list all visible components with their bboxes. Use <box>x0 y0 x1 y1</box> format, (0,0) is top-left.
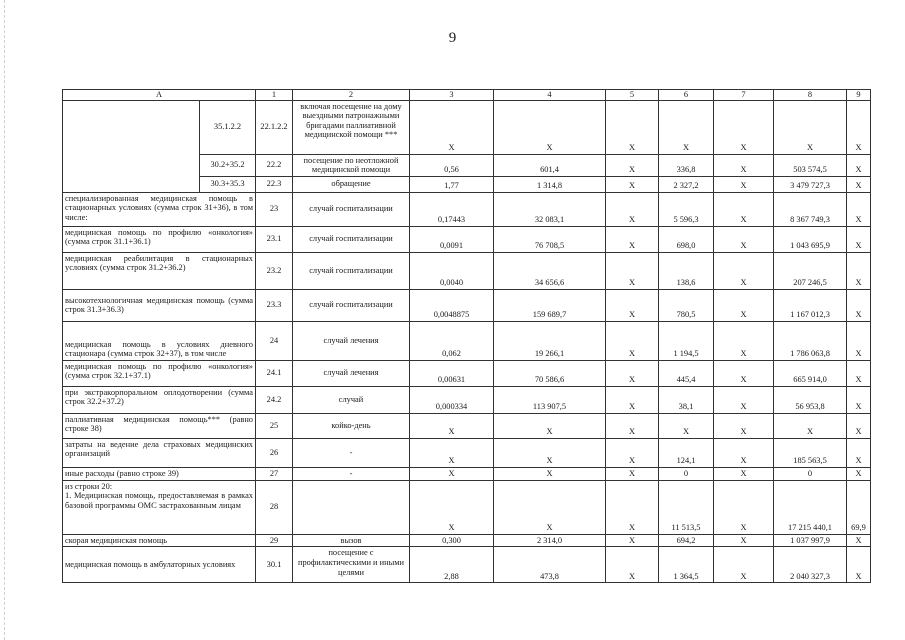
header-cell: 9 <box>847 90 871 101</box>
cell-col4: Х <box>494 480 606 534</box>
header-cell: 4 <box>494 90 606 101</box>
table-row <box>63 467 871 480</box>
cell-col9: Х <box>847 360 871 386</box>
cell-col3: 0,56 <box>410 154 494 176</box>
row-number: 23.3 <box>256 289 293 321</box>
table-row <box>63 360 871 386</box>
cell-col7: Х <box>714 386 774 413</box>
table-row <box>63 480 871 534</box>
table-row <box>63 100 871 154</box>
row-label: специализированная медицинская помощь в стационарных условиях (сумма строк 31+36), в том числе: <box>63 192 256 226</box>
cell-col9: Х <box>847 154 871 176</box>
cell-col3: 0,00631 <box>410 360 494 386</box>
cell-col5: Х <box>606 176 659 192</box>
row-number: 28 <box>256 480 293 534</box>
table-row <box>63 413 871 438</box>
cell-col6: 124,1 <box>659 438 714 467</box>
cell-col8: 1 043 695,9 <box>774 226 847 252</box>
cell-col7: Х <box>714 413 774 438</box>
header-cell: 8 <box>774 90 847 101</box>
cell-col8: 56 953,8 <box>774 386 847 413</box>
cell-col7: Х <box>714 192 774 226</box>
cell-col6: 0 <box>659 467 714 480</box>
cell-col3: Х <box>410 413 494 438</box>
row-label: медицинская помощь в условиях дневного стационара (сумма строк 32+37), в том числе <box>63 321 256 360</box>
table-row <box>63 386 871 413</box>
cell-col7: Х <box>714 176 774 192</box>
cell-col8: 665 914,0 <box>774 360 847 386</box>
cell-col3: 1,77 <box>410 176 494 192</box>
cell-col9: Х <box>847 252 871 289</box>
cell-col8: 3 479 727,3 <box>774 176 847 192</box>
row-label: затраты на ведение дела страховых медицинских организаций <box>63 438 256 467</box>
cell-col4: 76 708,5 <box>494 226 606 252</box>
cell-col4: 113 907,5 <box>494 386 606 413</box>
cell-col4: Х <box>494 467 606 480</box>
cell-col3: Х <box>410 438 494 467</box>
cell-col8: 17 215 440,1 <box>774 480 847 534</box>
cell-col3: Х <box>410 467 494 480</box>
cell-col5: Х <box>606 467 659 480</box>
table-row <box>63 252 871 289</box>
cell-col4: 32 083,1 <box>494 192 606 226</box>
row-unit: обращение <box>293 176 410 192</box>
header-cell: 3 <box>410 90 494 101</box>
cell-col3: 0,300 <box>410 534 494 547</box>
table-row <box>63 192 871 226</box>
table-row <box>63 547 871 583</box>
row-label: медицинская помощь по профилю «онкология» (сумма строк 31.1+36.1) <box>63 226 256 252</box>
cell-col3: 0,0048875 <box>410 289 494 321</box>
row-number: 23 <box>256 192 293 226</box>
row-unit: случай <box>293 386 410 413</box>
row-unit: случай госпитализации <box>293 226 410 252</box>
cell-col4: 1 314,8 <box>494 176 606 192</box>
cell-col5: Х <box>606 321 659 360</box>
row-unit: койко-день <box>293 413 410 438</box>
cell-col5: Х <box>606 289 659 321</box>
cell-col8: 2 040 327,3 <box>774 547 847 583</box>
cell-col4: Х <box>494 438 606 467</box>
cell-col6: 1 364,5 <box>659 547 714 583</box>
cell-col3: 0,0040 <box>410 252 494 289</box>
cell-col5: Х <box>606 192 659 226</box>
header-cell: 7 <box>714 90 774 101</box>
cell-col9: Х <box>847 534 871 547</box>
cell-col4: 2 314,0 <box>494 534 606 547</box>
cell-col5: Х <box>606 547 659 583</box>
cell-col5: Х <box>606 480 659 534</box>
cell-col5: Х <box>606 154 659 176</box>
cell-col7: Х <box>714 226 774 252</box>
page-number: 9 <box>448 30 457 46</box>
row-unit: случай госпитализации <box>293 289 410 321</box>
row-number: 27 <box>256 467 293 480</box>
row-unit: посещение с профилактическими и иными целями <box>293 547 410 583</box>
cell-col8: Х <box>774 413 847 438</box>
header-row <box>63 90 871 101</box>
cell-col5: Х <box>606 226 659 252</box>
cell-col9: 69,9 <box>847 480 871 534</box>
cell-col3: Х <box>410 100 494 154</box>
cell-col6: 780,5 <box>659 289 714 321</box>
cell-col3: 2,88 <box>410 547 494 583</box>
row-label: медицинская реабилитация в стационарных условиях (сумма строк 31.2+36.2) <box>63 252 256 289</box>
cell-col8: 185 563,5 <box>774 438 847 467</box>
row-unit: - <box>293 438 410 467</box>
cell-col6: 1 194,5 <box>659 321 714 360</box>
row-number: 24.1 <box>256 360 293 386</box>
cell-col7: Х <box>714 534 774 547</box>
cell-col5: Х <box>606 386 659 413</box>
cell-col6: 698,0 <box>659 226 714 252</box>
cell-col4: 19 266,1 <box>494 321 606 360</box>
cell-col6: 138,6 <box>659 252 714 289</box>
row-label-line: из строки 20: <box>65 481 113 491</box>
cell-col4: 159 689,7 <box>494 289 606 321</box>
cell-col4: Х <box>494 413 606 438</box>
cell-col7: Х <box>714 480 774 534</box>
row-number: 24 <box>256 321 293 360</box>
row-number: 24.2 <box>256 386 293 413</box>
table-row <box>63 438 871 467</box>
table-row <box>63 289 871 321</box>
row-code: 30.2+35.2 <box>200 154 256 176</box>
row-unit: посещение по неотложной медицинской помощи <box>293 154 410 176</box>
cell-col6: 445,4 <box>659 360 714 386</box>
row-label: паллиативная медицинская помощь*** (равно строке 38) <box>63 413 256 438</box>
row-unit: включая посещение на дому выездными патронажными бригадами паллиативной медицинской помощи *** <box>293 100 410 154</box>
cell-col6: 38,1 <box>659 386 714 413</box>
cell-col3: Х <box>410 480 494 534</box>
cell-col9: Х <box>847 289 871 321</box>
cell-col8: 0 <box>774 467 847 480</box>
row-label: медицинская помощь по профилю «онкология» (сумма строк 32.1+37.1) <box>63 360 256 386</box>
row-number: 22.2 <box>256 154 293 176</box>
header-cell: 5 <box>606 90 659 101</box>
cell-col7: Х <box>714 438 774 467</box>
cell-col8: 1 037 997,9 <box>774 534 847 547</box>
cell-col9: Х <box>847 100 871 154</box>
header-cell: 1 <box>256 90 293 101</box>
cell-col7: Х <box>714 289 774 321</box>
cell-col3: 0,0091 <box>410 226 494 252</box>
cell-col4: 70 586,6 <box>494 360 606 386</box>
row-number: 22.3 <box>256 176 293 192</box>
cell-col7: Х <box>714 154 774 176</box>
cell-col9: Х <box>847 413 871 438</box>
cell-col4: 34 656,6 <box>494 252 606 289</box>
row-label: иные расходы (равно строке 39) <box>63 467 256 480</box>
row-label: скорая медицинская помощь <box>63 534 256 547</box>
cell-col8: Х <box>774 100 847 154</box>
row-unit: вызов <box>293 534 410 547</box>
row-number: 25 <box>256 413 293 438</box>
scan-edge-line <box>4 0 6 640</box>
cell-col5: Х <box>606 360 659 386</box>
cell-col8: 503 574,5 <box>774 154 847 176</box>
cell-col5: Х <box>606 438 659 467</box>
header-cell: 2 <box>293 90 410 101</box>
row-number: 26 <box>256 438 293 467</box>
cell-col8: 1 786 063,8 <box>774 321 847 360</box>
cell-col9: Х <box>847 386 871 413</box>
row-number: 23.2 <box>256 252 293 289</box>
header-cell: А <box>63 90 256 101</box>
financing-table <box>62 89 871 583</box>
row-unit: случай госпитализации <box>293 192 410 226</box>
cell-col5: Х <box>606 252 659 289</box>
cell-col7: Х <box>714 467 774 480</box>
cell-col9: Х <box>847 226 871 252</box>
row-number: 23.1 <box>256 226 293 252</box>
cell-col4: 601,4 <box>494 154 606 176</box>
row-label: высокотехнологичная медицинская помощь (сумма строк 31.3+36.3) <box>63 289 256 321</box>
table-row <box>63 226 871 252</box>
cell-col8: 8 367 749,3 <box>774 192 847 226</box>
cell-col6: 5 596,3 <box>659 192 714 226</box>
row-unit: случай госпитализации <box>293 252 410 289</box>
cell-col9: Х <box>847 467 871 480</box>
cell-col7: Х <box>714 100 774 154</box>
table-row <box>63 321 871 360</box>
cell-col5: Х <box>606 534 659 547</box>
cell-col9: Х <box>847 438 871 467</box>
row-unit <box>293 480 410 534</box>
cell-col9: Х <box>847 192 871 226</box>
cell-col6: 694,2 <box>659 534 714 547</box>
cell-col9: Х <box>847 321 871 360</box>
cell-col7: Х <box>714 321 774 360</box>
cell-col5: Х <box>606 100 659 154</box>
table-row <box>63 534 871 547</box>
cell-col6: 11 513,5 <box>659 480 714 534</box>
row-label <box>63 480 256 534</box>
row-code: 35.1.2.2 <box>200 100 256 154</box>
empty-cell <box>63 100 200 192</box>
cell-col6: 336,8 <box>659 154 714 176</box>
row-label: при экстракорпоральном оплодотворении (сумма строк 32.2+37.2) <box>63 386 256 413</box>
row-number: 30.1 <box>256 547 293 583</box>
cell-col7: Х <box>714 252 774 289</box>
row-label-line: 1. Медицинская помощь, предоставляемая в рамках базовой программы ОМС застрахованным лицам <box>65 491 253 510</box>
cell-col5: Х <box>606 413 659 438</box>
cell-col9: Х <box>847 547 871 583</box>
cell-col8: 207 246,5 <box>774 252 847 289</box>
cell-col7: Х <box>714 360 774 386</box>
cell-col6: Х <box>659 413 714 438</box>
row-number: 22.1.2.2 <box>256 100 293 154</box>
cell-col7: Х <box>714 547 774 583</box>
cell-col3: 0,062 <box>410 321 494 360</box>
row-code: 30.3+35.3 <box>200 176 256 192</box>
cell-col3: 0,000334 <box>410 386 494 413</box>
cell-col3: 0,17443 <box>410 192 494 226</box>
row-number: 29 <box>256 534 293 547</box>
cell-col4: 473,8 <box>494 547 606 583</box>
row-label: медицинская помощь в амбулаторных условиях <box>63 547 256 583</box>
row-unit: случай лечения <box>293 321 410 360</box>
row-unit: - <box>293 467 410 480</box>
cell-col4: Х <box>494 100 606 154</box>
row-unit: случай лечения <box>293 360 410 386</box>
header-cell: 6 <box>659 90 714 101</box>
cell-col6: Х <box>659 100 714 154</box>
cell-col9: Х <box>847 176 871 192</box>
cell-col8: 1 167 012,3 <box>774 289 847 321</box>
cell-col6: 2 327,2 <box>659 176 714 192</box>
